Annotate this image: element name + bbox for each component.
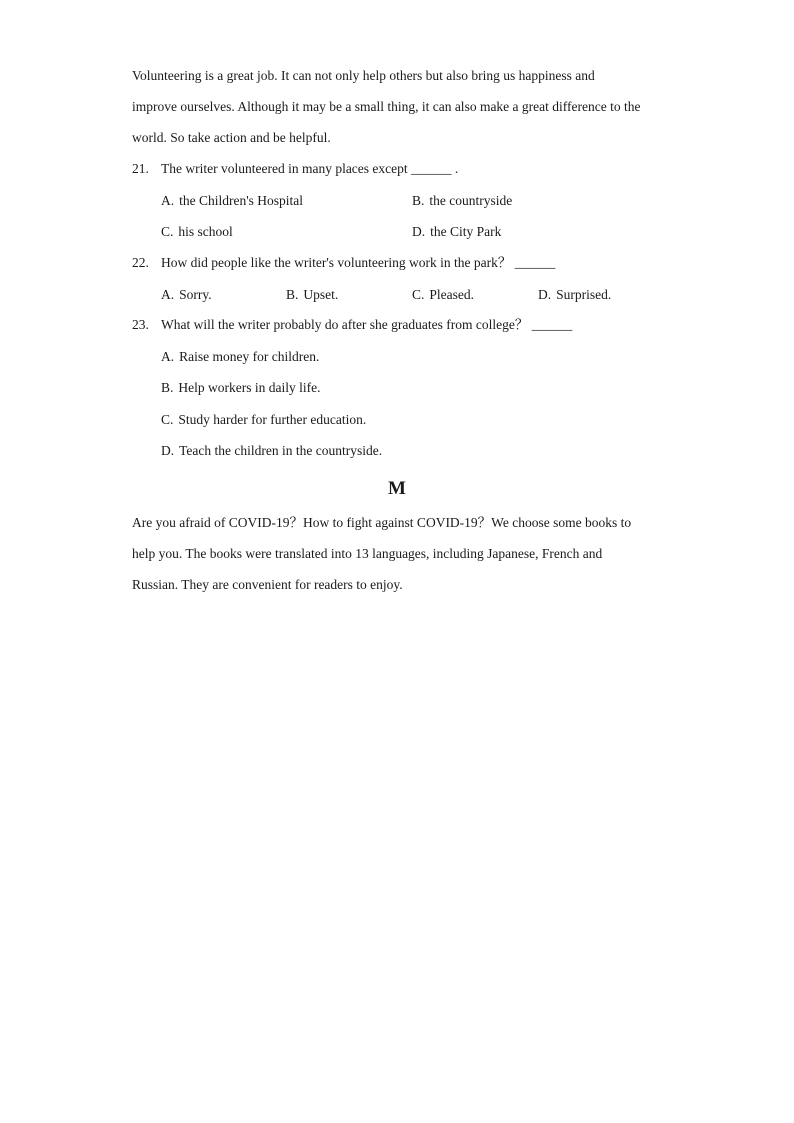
option-21-a xyxy=(161,192,303,210)
option-text: Pleased. xyxy=(429,287,475,302)
passage-line-2: improve ourselves. Although it may be a small thing, it can also make a great difference to the xyxy=(132,99,641,114)
option-letter: A. xyxy=(161,193,175,208)
section-m-line-3: Russian. They are convenient for readers to enjoy. xyxy=(132,577,403,592)
section-m-line-2: help you. The books were translated into 13 languages, including Japanese, French and xyxy=(132,546,603,561)
question-number: 22. xyxy=(132,255,149,270)
option-letter: A. xyxy=(161,349,175,364)
passage-line-3: world. So take action and be helpful. xyxy=(132,130,331,145)
question-number: 21. xyxy=(132,161,149,176)
option-text: Help workers in daily life. xyxy=(178,380,321,395)
option-letter: B. xyxy=(161,380,174,395)
question-22 xyxy=(132,254,555,272)
option-letter: C. xyxy=(412,287,425,302)
option-23-c xyxy=(161,411,366,429)
option-letter: D. xyxy=(412,224,426,239)
option-21-c xyxy=(161,223,233,241)
question-stem: The writer volunteered in many places except ______ . xyxy=(161,161,459,176)
question-23 xyxy=(132,316,572,334)
option-text: Upset. xyxy=(303,287,339,302)
option-22-b xyxy=(286,286,338,304)
passage-line-1: Volunteering is a great job. It can not only help others but also bring us happiness and xyxy=(132,68,595,83)
option-letter: A. xyxy=(161,287,175,302)
option-text: the countryside xyxy=(429,193,513,208)
option-22-a xyxy=(161,286,212,304)
option-text: Teach the children in the countryside. xyxy=(179,443,383,458)
option-text: his school xyxy=(178,224,233,239)
option-text: Sorry. xyxy=(179,287,212,302)
option-text: Raise money for children. xyxy=(179,349,320,364)
option-21-d xyxy=(412,223,501,241)
option-letter: C. xyxy=(161,224,174,239)
option-text: the City Park xyxy=(430,224,502,239)
option-letter: B. xyxy=(412,193,425,208)
question-21 xyxy=(132,160,458,178)
option-letter: D. xyxy=(161,443,175,458)
question-stem: What will the writer probably do after she graduates from college？ ______ xyxy=(161,317,573,332)
option-text: Surprised. xyxy=(556,287,612,302)
option-21-b xyxy=(412,192,512,210)
option-22-c xyxy=(412,286,474,304)
option-23-d xyxy=(161,442,382,460)
section-m-line-1: Are you afraid of COVID-19？How to fight against COVID-19？We choose some books to xyxy=(132,515,632,530)
option-23-a xyxy=(161,348,319,366)
section-title-m: M xyxy=(388,478,406,499)
question-number: 23. xyxy=(132,317,149,332)
option-letter: B. xyxy=(286,287,299,302)
option-text: the Children's Hospital xyxy=(179,193,304,208)
option-text: Study harder for further education. xyxy=(178,412,367,427)
question-stem: How did people like the writer's volunteering work in the park？ ______ xyxy=(161,255,556,270)
option-letter: C. xyxy=(161,412,174,427)
option-letter: D. xyxy=(538,287,552,302)
option-22-d xyxy=(538,286,611,304)
option-23-b xyxy=(161,379,320,397)
